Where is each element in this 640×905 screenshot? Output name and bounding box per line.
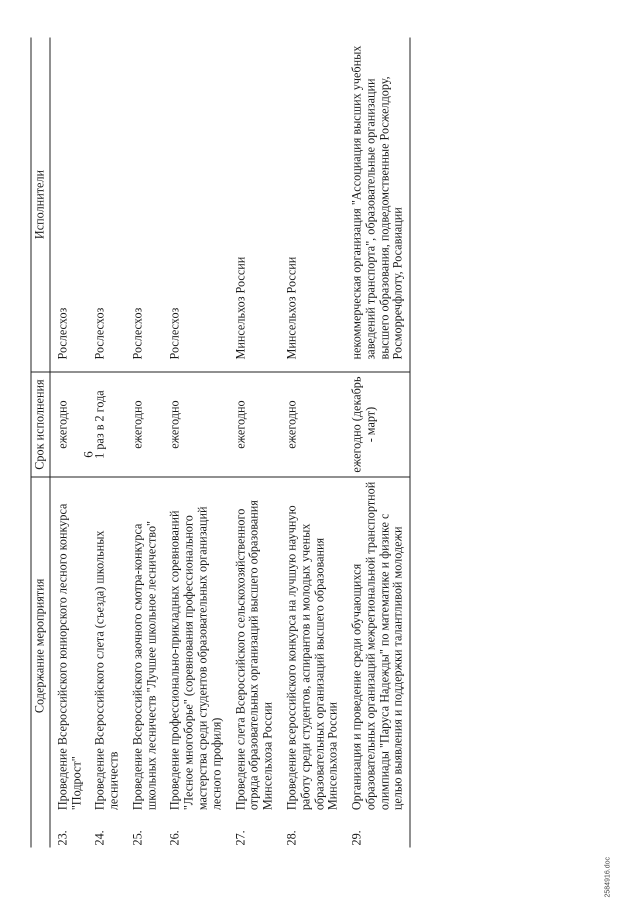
row-number: 25. (129, 829, 144, 845)
table-row (87, 37, 125, 847)
header-executors: Исполнители (31, 37, 50, 372)
table-row (344, 37, 410, 847)
table-header-row (31, 37, 50, 847)
events-table (30, 37, 410, 847)
row-content: Организация и проведение среди обучающихся образовательных организаций межрегиональной транспортной олимпиады "Паруса Надежды" по математике и физике с целью выявления и поддержки талантливой молодежи (344, 477, 410, 814)
header-term: Срок исполнения (31, 372, 50, 477)
header-num (31, 814, 50, 847)
row-term: ежегодно (279, 372, 344, 477)
row-executors: Минсельхоз России (232, 256, 247, 360)
row-content: Проведение профессионально-прикладных соревнований "Лесное многоборье" (соревнования профессионального мастерства среди студентов образовательных организаций лесного профиля) (162, 477, 227, 814)
header-content: Содержание мероприятия (31, 477, 50, 814)
table-row (49, 37, 87, 847)
row-number: 27. (232, 829, 247, 845)
row-term: 1 раз в 2 года (87, 372, 125, 477)
row-content: Проведение всероссийского конкурса на лучшую научную работу среди студентов, аспирантов и молодых ученых образовательных организаций высшего образования Минсельхоза России (279, 477, 344, 814)
row-executors: некоммерческая организация "Ассоциация высших учебных заведений транспорта", образовательные организации высшего образования, подведомственные Росжелдору, Росморречфлоту, Росавиации (344, 37, 410, 372)
table-row (125, 37, 163, 847)
row-executors: Рослесхоз (167, 307, 182, 360)
table-row (279, 37, 344, 847)
page-number: 6 (80, 450, 95, 458)
row-executors: Рослесхоз (129, 307, 144, 360)
row-number: 23. (54, 829, 69, 845)
row-term: ежегодно (162, 372, 227, 477)
row-executors: Рослесхоз (54, 307, 69, 360)
footer-filename: 2584916.doc (604, 856, 611, 897)
row-content: Проведение Всероссийского слета (съезда) школьных лесничеств (87, 477, 125, 814)
row-executors: Рослесхоз (92, 307, 107, 360)
row-content: Проведение Всероссийского юниорского лесного конкурса "Подрост" (49, 477, 87, 814)
row-number: 28. (283, 829, 298, 845)
row-term: ежегодно (декабрь - март) (344, 372, 410, 477)
table-row (228, 37, 279, 847)
row-number: 24. (92, 829, 107, 845)
row-term: ежегодно (49, 372, 87, 477)
row-term: ежегодно (125, 372, 163, 477)
row-executors: Минсельхоз России (283, 256, 298, 360)
row-number: 26. (167, 829, 182, 845)
row-number: 29. (344, 814, 410, 847)
row-content: Проведение слета Всероссийского сельскохозяйственного отряда образовательных организаций высшего образования Минсельхоза России (228, 477, 279, 814)
row-term: ежегодно (228, 372, 279, 477)
table-row (162, 37, 227, 847)
row-content: Проведение Всероссийского заочного смотра-конкурса школьных лесничеств "Лучшее школьное лесничество" (125, 477, 163, 814)
